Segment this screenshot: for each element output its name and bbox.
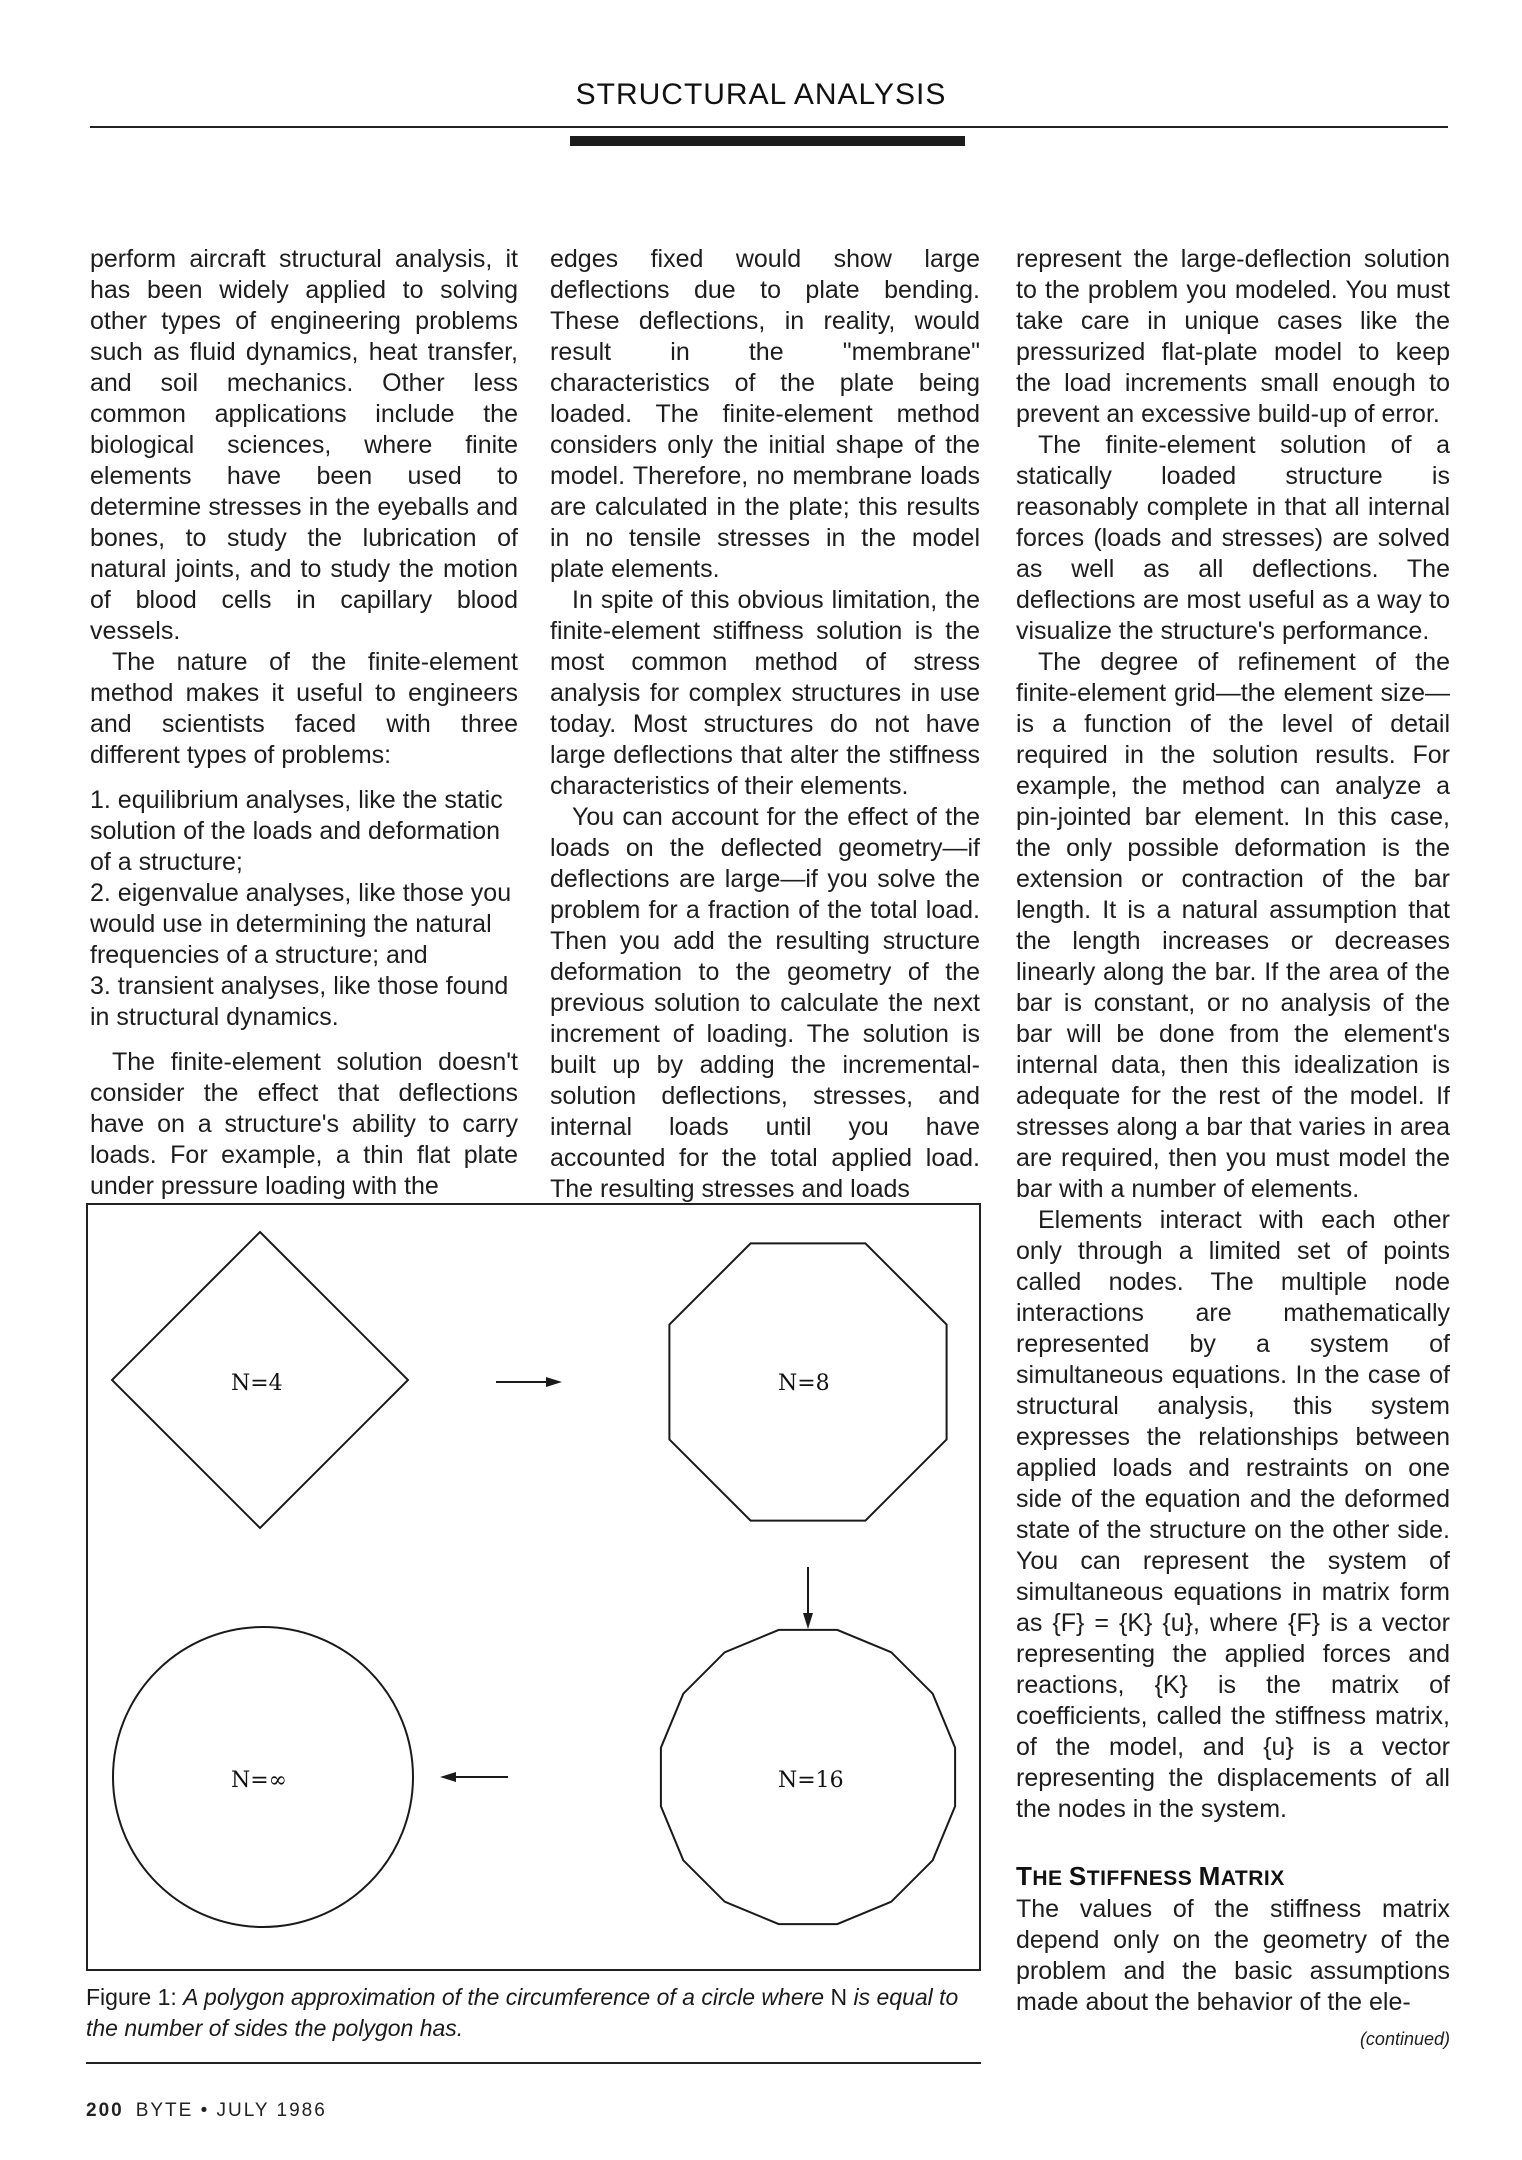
subhead-initial: T [1016,1861,1033,1891]
subhead-smallcaps: ATRIX [1220,1867,1285,1890]
continued-note: (continued) [1359,2029,1450,2049]
subhead-initial: M [1198,1861,1221,1891]
subhead-smallcaps: TIFFNESS [1086,1867,1199,1890]
page-number: 200 [86,2100,124,2121]
list-item: 3. transient analyses, like those found in structural dynamics. [90,972,509,1031]
paragraph: The nature of the finite-element method makes it useful to engineers and scientists faced with three different types of problems: [90,648,518,769]
caption-n: N [830,1984,848,2010]
label-n4: N=4 [231,1371,283,1396]
subheading-stiffness-matrix [1016,1861,1450,1894]
paragraph: The degree of refinement of the finite-element grid—the element size—is a function of the level of detail required in the solution results. For example, the method can analyze a pin-jointed bar element. In this case, the only possible deformation is the extension or contraction of the bar length. It is a natural assumption that the length increases or decreases linearly along the bar. If the area of the bar is constant, or no analysis of the bar will be done from the element's internal data, then this idealization is adequate for the rest of the model. If stresses along a bar that varies in area are required, then you must model the bar with a number of elements. [1016,648,1450,1203]
label-n16: N=16 [778,1768,844,1793]
arrow-down-head [803,1613,813,1629]
label-n-infinity: N=∞ [231,1768,288,1793]
label-n8: N=8 [778,1371,830,1396]
paragraph: The finite-element solution of a statically loaded structure is reasonably complete in that all internal forces (loads and stresses) are solved as well as all deflections. The deflections are most useful as a way to visualize the structure's performance. [1016,431,1450,645]
figure-1-caption [86,1982,981,2044]
page-footer [86,2100,327,2122]
figure-1-diagram [88,1205,979,1969]
text-column-2 [550,244,980,1205]
arrow-right-head [546,1377,562,1387]
arrow-left-head [440,1772,456,1782]
paragraph: The finite-element solution doesn't consider the effect that deflections have on a structure's ability to carry loads. For example, a thin flat plate under pressure loading with the [90,1048,518,1200]
subhead-initial: S [1068,1861,1087,1891]
paragraph: In spite of this obvious limitation, the finite-element stiffness solution is the most common method of stress analysis for complex structures in use today. Most structures do not have large deflections that alter the stiffness characteristics of their elements. [550,586,980,800]
paragraph: Elements interact with each other only through a limited set of points called nodes. The multiple node interactions are mathematically represented by a system of simultaneous equations. In the case of structural analysis, this system expresses the relationships between applied loads and restraints on one side of the equation and the deformed state of the structure on the other side. You can represent the system of simultaneous equations in matrix form as {F} = {K} {u}, where {F} is a vector representing the applied forces and reactions, {K} is the matrix of coefficients, called the stiffness matrix, of the model, and {u} is a vector representing the displacements of all the nodes in the system. [1016,1206,1450,1823]
paragraph: You can account for the effect of the loads on the deflected geometry—if deflections are large—if you solve the problem for a fraction of the total load. Then you add the resulting structure deformation to the geometry of the previous solution to calculate the next increment of loading. The solution is built up by adding the incremental-solution deflections, stresses, and internal loads until you have accounted for the total applied load. The resulting stresses and loads [550,803,980,1203]
header-rule [90,126,1448,128]
caption-prefix: Figure 1: [86,1984,184,2010]
caption-text: A polygon approximation of the circumference of a circle where [183,1984,831,2010]
list-item: 2. eigenvalue analyses, like those you would use in determining the natural frequencies of a structure; and [90,879,512,969]
paragraph: The values of the stiffness matrix depend only on the geometry of the problem and the basic assumptions made about the behavior of the ele- [1016,1895,1450,2016]
paragraph: perform aircraft structural analysis, it has been widely applied to solving other types of engineering problems such as fluid dynamics, heat transfer, and soil mechanics. Other less common applications include the biological sciences, where finite elements have been used to determine stresses in the eyeballs and bones, to study the lubrication of natural joints, and to study the motion of blood cells in capillary blood vessels. [90,245,518,645]
figure-1-frame [86,1203,981,1971]
caption-rule [86,2062,981,2064]
problem-types-list [90,785,518,1033]
caption-text: is equal to the number of sides the polygon has. [86,1984,959,2041]
paragraph: edges fixed would show large deflections due to plate bending. These deflections, in reality, would result in the "membrane" characteristics of the plate being loaded. The finite-element method considers only the initial shape of the model. Therefore, no membrane loads are calculated in the plate; this results in no tensile stresses in the model plate elements. [550,245,980,583]
section-header-title: STRUCTURAL ANALYSIS [575,78,947,111]
list-item: 1. equilibrium analyses, like the static solution of the loads and deformation of a structure; [90,786,503,876]
header-accent-bar [570,136,965,146]
subhead-smallcaps: HE [1032,1867,1069,1890]
publication-line: BYTE • JULY 1986 [135,2100,327,2121]
paragraph: represent the large-deflection solution to the problem you modeled. You must take care in unique cases like the pressurized flat-plate model to keep the load increments small enough to prevent an excessive build-up of error. [1016,245,1450,428]
text-column-1 [90,244,518,1202]
text-column-3 [1016,244,1450,2055]
